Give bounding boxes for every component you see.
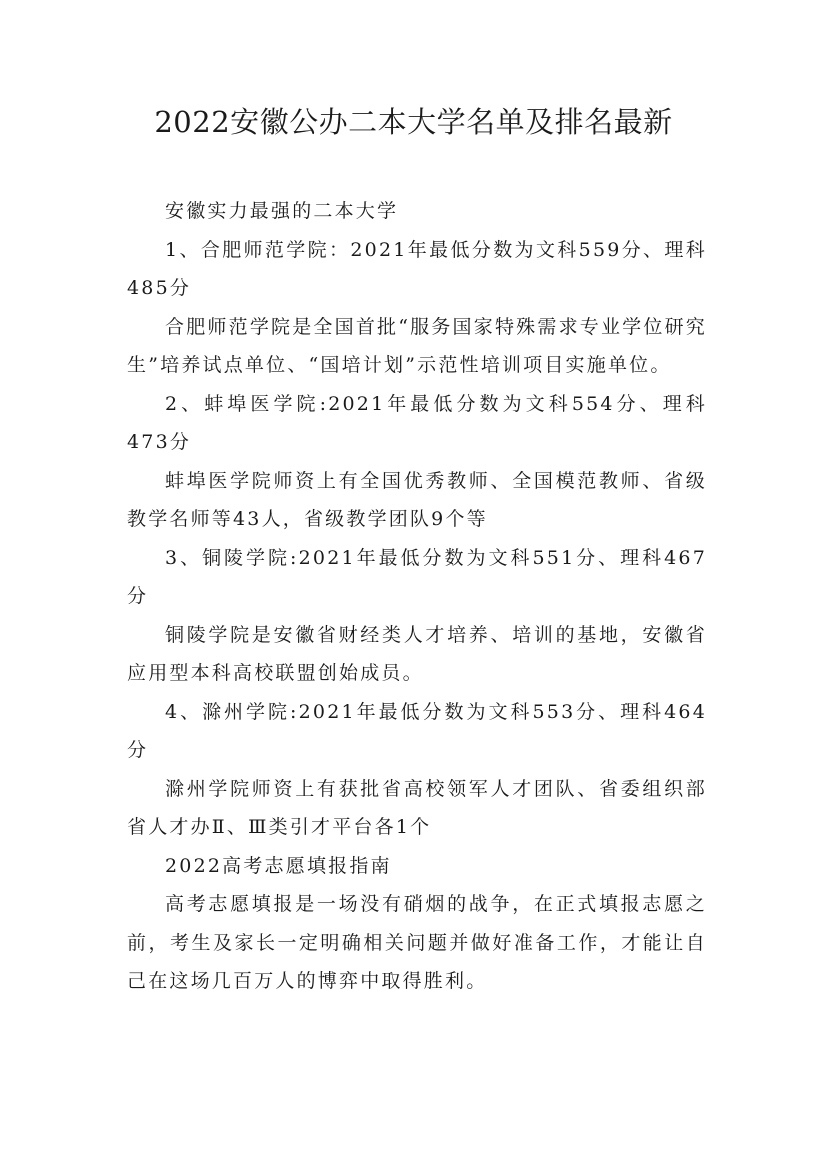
paragraph-item-2-score: 2、蚌埠医学院:2021年最低分数为文科554分、理科473分 [127,392,707,453]
paragraph-guide-heading: 2022高考志愿填报指南 [165,854,392,877]
paragraph-item-4-desc: 滁州学院师资上有获批省高校领军人才团队、省委组织部省人才办Ⅱ、Ⅲ类引才平台各1个 [127,777,707,838]
paragraph-section-heading: 安徽实力最强的二本大学 [165,200,399,222]
document-title: 2022安徽公办二本大学名单及排名最新 [154,105,673,139]
paragraph-item-1-score: 1、合肥师范学院：2021年最低分数为文科559分、理科485分 [127,238,707,299]
paragraph-item-4-score: 4、滁州学院:2021年最低分数为文科553分、理科464分 [127,700,707,761]
document-body [127,192,707,1001]
paragraph-item-1-desc: 合肥师范学院是全国首批“服务国家特殊需求专业学位研究生”培养试点单位、“国培计划”示范性培训项目实施单位。 [127,315,707,376]
paragraph-item-3-desc: 铜陵学院是安徽省财经类人才培养、培训的基地，安徽省应用型本科高校联盟创始成员。 [127,623,707,684]
paragraph-item-3-score: 3、铜陵学院:2021年最低分数为文科551分、理科467分 [127,546,707,607]
paragraph-item-2-desc: 蚌埠医学院师资上有全国优秀教师、全国模范教师、省级教学名师等43人，省级教学团队9个等 [127,469,707,530]
paragraph-guide-text: 高考志愿填报是一场没有硝烟的战争，在正式填报志愿之前，考生及家长一定明确相关问题并做好准备工作，才能让自己在这场几百万人的博弈中取得胜利。 [127,893,707,992]
